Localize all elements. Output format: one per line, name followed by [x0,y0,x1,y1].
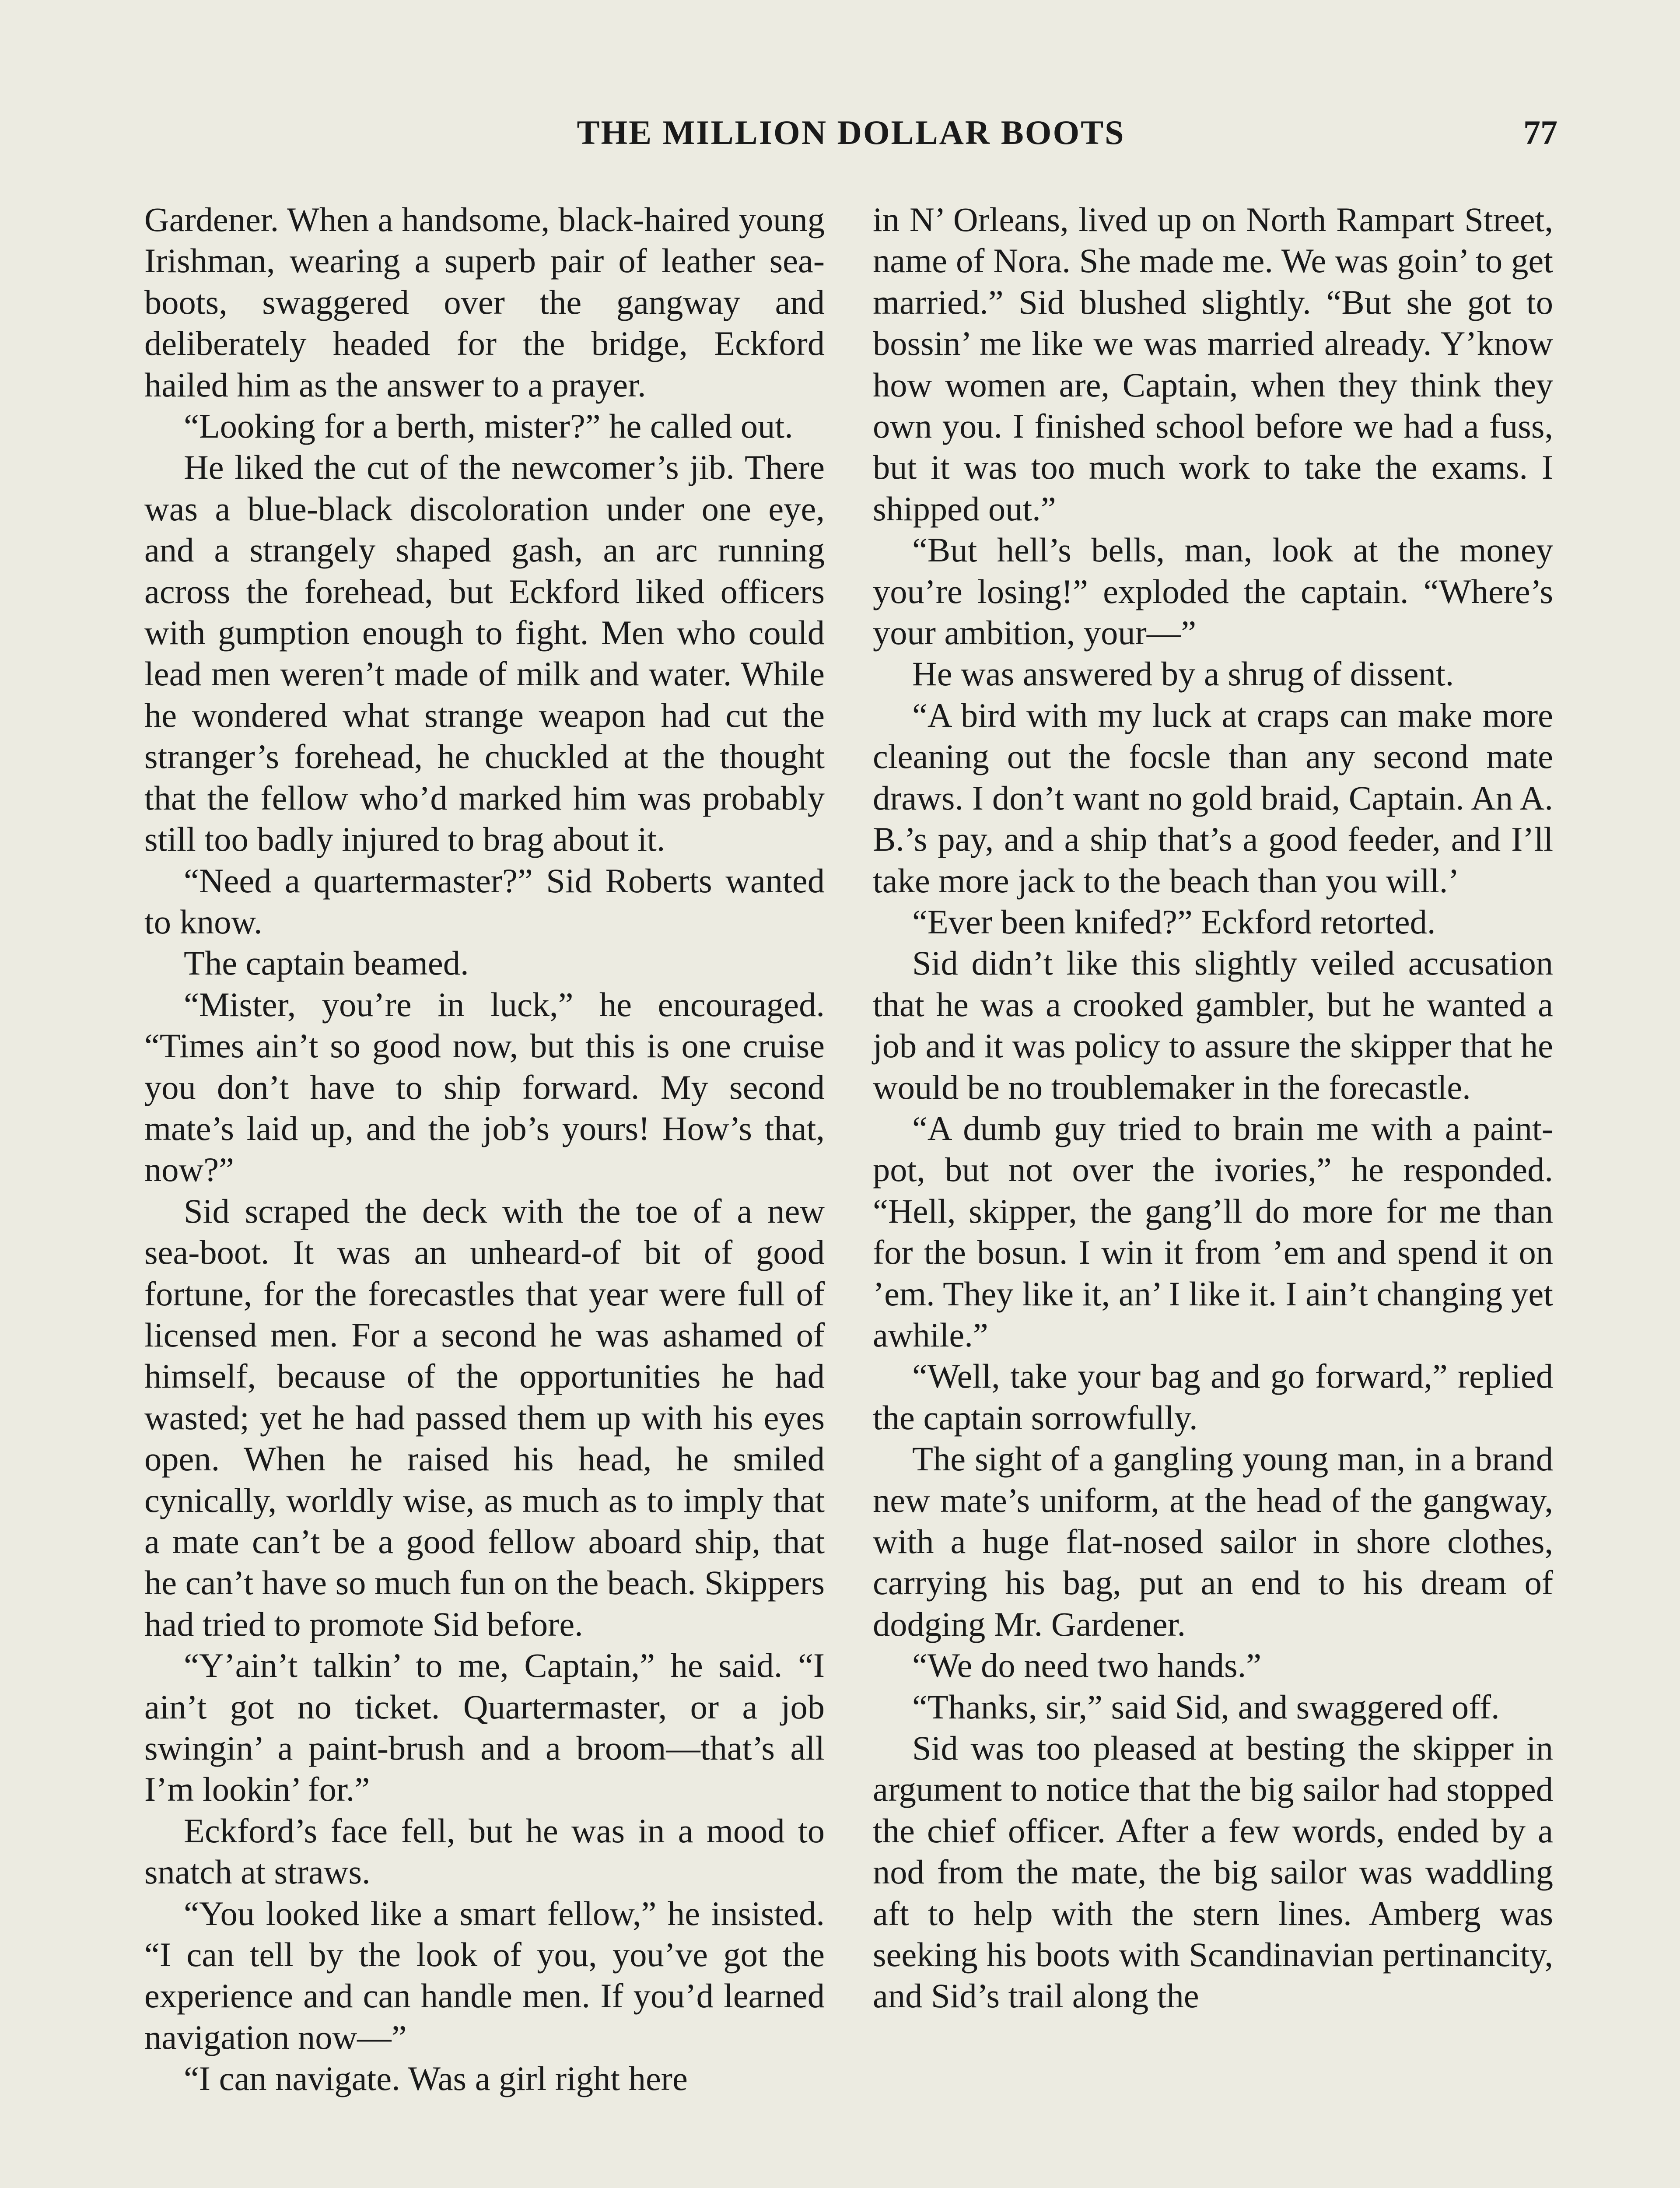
paragraph: Sid was too pleased at besting the skipper in argument to notice that the big sailor had stopped the chief officer. After a few words, ended by a nod from the mate, the big sailor was waddling aft to help with the stern lines. Amberg was seeking his boots with Scandinavian pertinancity, and Sid’s trail along the [873,1729,1553,2015]
paragraph: Gardener. When a handsome, black-haired young Irishman, wearing a superb pair of leather sea-boots, swaggered over the gangway and deliberately headed for the bridge, Eckford hailed him as the answer to a prayer. [144,200,825,404]
paragraph: “A bird with my luck at craps can make more cleaning out the focsle than any second mate draws. I don’t want no gold braid, Captain. An A. B.’s pay, and a ship that’s a good feeder, and I’ll take more jack to the beach than you will.’ [873,696,1553,900]
paragraph: “Well, take your bag and go forward,” replied the captain sorrowfully. [873,1357,1553,1437]
paragraph: The captain beamed. [184,944,469,982]
text-column-right [873,199,1553,2017]
paragraph: “We do need two hands.” [912,1646,1262,1685]
paragraph: Eckford’s face fell, but he was in a mood to snatch at straws. [144,1811,825,1891]
paragraph: “But hell’s bells, man, look at the money you’re losing!” exploded the captain. “Where’s your ambition, your—” [873,531,1553,652]
page-number: 77 [1523,113,1558,151]
paragraph: “Need a quartermaster?” Sid Roberts wanted to know. [144,861,825,941]
paragraph: Sid didn’t like this slightly veiled accusation that he was a crooked gambler, but he wanted a job and it was policy to assure the skipper that he would be no troublemaker in the forecastle. [873,944,1553,1106]
paragraph: “I can navigate. Was a girl right here [184,2059,688,2098]
paragraph: “Ever been knifed?” Eckford retorted. [912,902,1436,941]
paragraph: “Looking for a berth, mister?” he called out. [184,407,793,445]
paragraph: “Thanks, sir,” said Sid, and swaggered off. [912,1687,1500,1726]
paragraph: Sid scraped the deck with the toe of a new sea-boot. It was an unheard-of bit of good fortune, for the forecastles that year were full of licensed men. For a second he was ashamed of himself, because of the opportunities he had wasted; yet he had passed them up with his eyes open. When he raised his head, he smiled cynically, worldly wise, as much as to imply that a mate can’t be a good fellow aboard ship, that he can’t have so much fun on the beach. Skippers had tried to promote Sid before. [144,1192,825,1643]
running-title: THE MILLION DOLLAR BOOTS [577,113,1125,151]
paragraph: He liked the cut of the newcomer’s jib. There was a blue-black discoloration under one eye, and a strangely shaped gash, an arc running across the forehead, but Eckford liked officers with gumption enough to fight. Men who could lead men weren’t made of milk and water. While he wondered what strange weapon had cut the stranger’s forehead, he chuckled at the thought that the fellow who’d marked him was probably still too badly injured to brag about it. [144,448,825,859]
paragraph: “You looked like a smart fellow,” he insisted. “I can tell by the look of you, you’ve got the experience and can handle men. If you’d learned navigation now—” [144,1894,825,2056]
paragraph: in N’ Orleans, lived up on North Rampart Street, name of Nora. She made me. We was goin’ to get married.” Sid blushed slightly. “But she got to bossin’ me like we was married already. Y’know how women are, Captain, when they think they own you. I finished school before we had a fuss, but it was too much work to take the exams. I shipped out.” [873,200,1553,528]
page-header [144,113,1558,161]
paragraph: “Y’ain’t talkin’ to me, Captain,” he said. “I ain’t got no ticket. Quartermaster, or a job swingin’ a paint-brush and a broom—that’s all I’m lookin’ for.” [144,1646,825,1809]
paragraph: He was answered by a shrug of dissent. [912,655,1454,693]
paragraph: “Mister, you’re in luck,” he encouraged. “Times ain’t so good now, but this is one cruise you don’t have to ship forward. My second mate’s laid up, and the job’s yours! How’s that, now?” [144,985,825,1189]
text-column-left [144,199,825,2100]
paragraph: The sight of a gangling young man, in a brand new mate’s uniform, at the head of the gangway, with a huge flat-nosed sailor in shore clothes, carrying his bag, put an end to his dream of dodging Mr. Gardener. [873,1440,1553,1643]
paragraph: “A dumb guy tried to brain me with a paint-pot, but not over the ivories,” he responded. “Hell, skipper, the gang’ll do more for me than for the bosun. I win it from ’em and spend it on ’em. They like it, an’ I like it. I ain’t changing yet awhile.” [873,1109,1553,1354]
